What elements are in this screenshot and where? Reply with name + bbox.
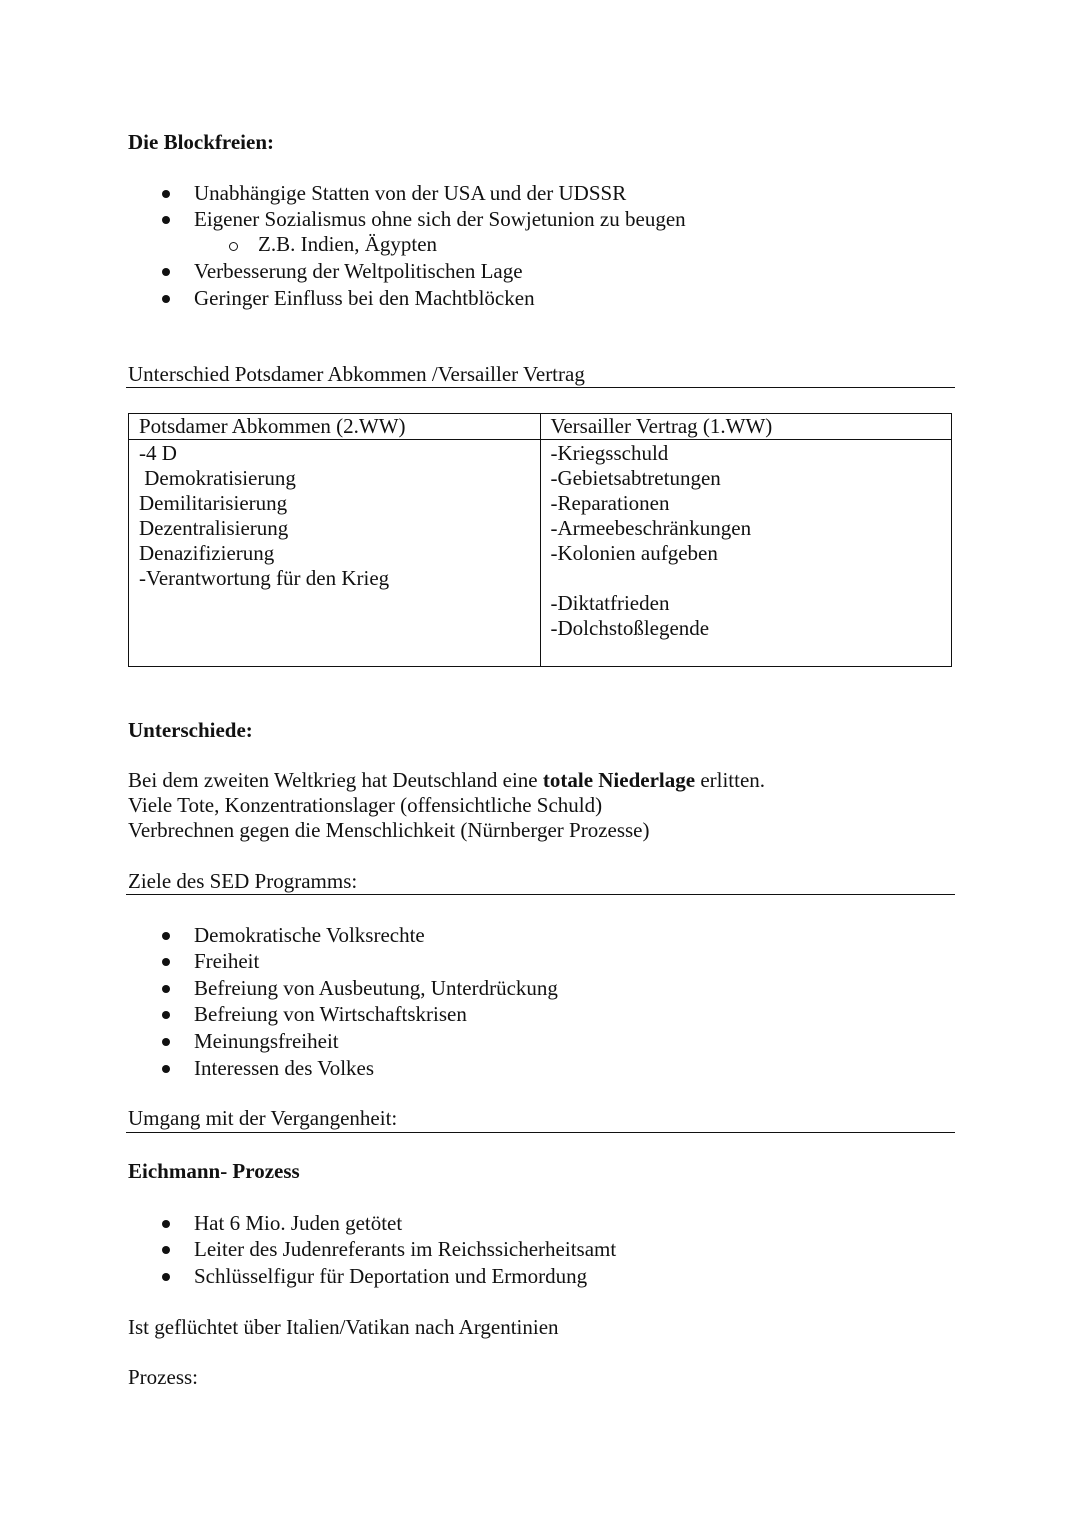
- cell-line: -Gebietsabtretungen: [550, 466, 721, 490]
- cell-line: -Kolonien aufgeben: [550, 541, 718, 565]
- bullet: [162, 1011, 170, 1019]
- paragraph-line: Verbrechnen gegen die Menschlichkeit (Nürnberger Prozesse): [128, 818, 650, 842]
- list-item: Meinungsfreiheit: [194, 1029, 339, 1053]
- cell-line: -Armeebeschränkungen: [550, 516, 752, 540]
- bullet: [162, 958, 170, 966]
- paragraph-line: Viele Tote, Konzentrationslager (offensichtliche Schuld): [128, 793, 603, 817]
- cell-line: -Diktatfrieden: [550, 591, 670, 615]
- cell-line: Demokratisierung: [139, 466, 296, 490]
- table-header-versailles: Versailler Vertrag (1.WW): [540, 414, 952, 440]
- list-item: Eigener Sozialismus ohne sich der Sowjetunion zu beugen: [194, 207, 686, 231]
- bullet: [162, 216, 170, 224]
- text-run-bold: totale Niederlage: [542, 768, 696, 792]
- heading-sed: Ziele des SED Programms:: [128, 869, 358, 893]
- list-item: Befreiung von Ausbeutung, Unterdrückung: [194, 976, 558, 1000]
- heading-vergangenheit: Umgang mit der Vergangenheit:: [128, 1106, 398, 1130]
- bullet: [162, 1038, 170, 1046]
- heading-underline: [126, 894, 955, 895]
- heading-eichmann: Eichmann- Prozess: [128, 1159, 300, 1183]
- list-item: Schlüsselfigur für Deportation und Ermordung: [194, 1264, 588, 1288]
- bullet: [162, 1065, 170, 1073]
- table-header-potsdam: Potsdamer Abkommen (2.WW): [129, 414, 541, 440]
- cell-line: Dezentralisierung: [139, 516, 289, 540]
- paragraph-line: Ist geflüchtet über Italien/Vatikan nach Argentinien: [128, 1315, 559, 1339]
- list-item: Demokratische Volksrechte: [194, 923, 425, 947]
- cell-line: -Dolchstoßlegende: [550, 616, 710, 640]
- paragraph-line: [128, 770, 765, 791]
- bullet: [162, 1246, 170, 1254]
- heading-unterschied: Unterschied Potsdamer Abkommen /Versailler Vertrag: [128, 362, 585, 386]
- heading-unterschiede: Unterschiede:: [128, 718, 253, 742]
- bullet: [162, 1273, 170, 1281]
- list-item: Freiheit: [194, 949, 260, 973]
- cell-line: -Verantwortung für den Krieg: [139, 566, 390, 590]
- table-cell-potsdam: [129, 440, 541, 667]
- list-item: Leiter des Judenreferants im Reichssicherheitsamt: [194, 1237, 617, 1261]
- cell-line: -4 D: [139, 441, 177, 465]
- table-cell-versailles: [540, 440, 952, 667]
- heading-blockfreien: Die Blockfreien:: [128, 130, 274, 154]
- list-item: Hat 6 Mio. Juden getötet: [194, 1211, 403, 1235]
- bullet: [162, 985, 170, 993]
- list-item: Verbesserung der Weltpolitischen Lage: [194, 259, 523, 283]
- list-item: Interessen des Volkes: [194, 1056, 375, 1080]
- cell-line: Demilitarisierung: [139, 491, 288, 515]
- comparison-table: [128, 413, 952, 667]
- cell-line: Denazifizierung: [139, 541, 275, 565]
- heading-underline: [126, 387, 955, 388]
- bullet: [162, 295, 170, 303]
- list-item: Unabhängige Statten von der USA und der UDSSR: [194, 181, 627, 205]
- heading-underline: [126, 1132, 955, 1133]
- list-item: Befreiung von Wirtschaftskrisen: [194, 1002, 467, 1026]
- text-run: erlitten.: [695, 768, 766, 792]
- sub-bullet: [229, 242, 238, 251]
- cell-line: -Kriegsschuld: [550, 441, 669, 465]
- cell-line: -Reparationen: [550, 491, 670, 515]
- bullet: [162, 932, 170, 940]
- list-item: Geringer Einfluss bei den Machtblöcken: [194, 286, 535, 310]
- bullet: [162, 190, 170, 198]
- text-run: Bei dem zweiten Weltkrieg hat Deutschland eine: [128, 768, 543, 792]
- paragraph-line: Prozess:: [128, 1365, 198, 1389]
- bullet: [162, 1220, 170, 1228]
- bullet: [162, 268, 170, 276]
- cell-line-empty: [551, 566, 942, 591]
- sub-list-item: Z.B. Indien, Ägypten: [258, 232, 438, 256]
